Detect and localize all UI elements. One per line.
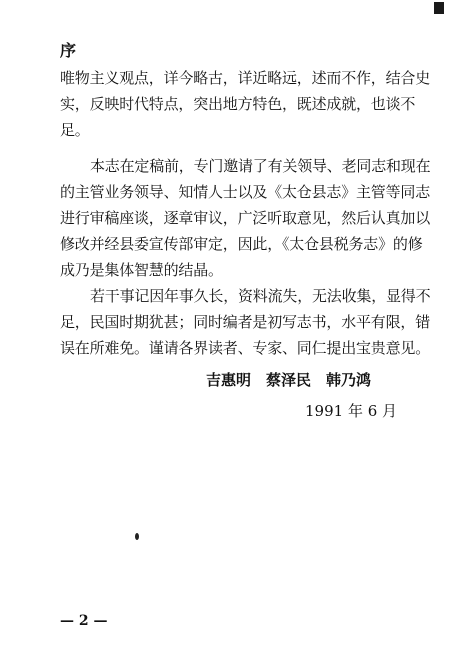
preface-body [60, 65, 431, 361]
page-number: — 2 — [60, 613, 108, 629]
scan-edge-mark [434, 2, 444, 14]
paragraph-1 [60, 65, 431, 143]
ink-speck [135, 533, 139, 540]
text-line: 的主管业务领导、知情人士以及《太仓县志》主管等同志 [60, 183, 431, 201]
text-line: 若干事记因年事久长，资料流失，无法收集，显得不 [90, 287, 431, 305]
text-line: 唯物主义观点，详今略古，详近略远，述而不作，结合史 [60, 69, 431, 87]
paragraph-2 [60, 153, 431, 283]
text-line: 本志在定稿前，专门邀请了有关领导、老同志和现在 [90, 157, 431, 175]
text-line: 足，民国时期犹甚；同时编者是初写志书，水平有限，错 [60, 313, 431, 331]
author-signatures: 吉惠明 蔡泽民 韩乃鸿 [206, 371, 372, 389]
text-line: 修改并经县委宣传部审定，因此，《太仓县税务志》的修 [60, 235, 423, 253]
text-line: 实，反映时代特点，突出地方特色，既述成就，也谈不 [60, 95, 416, 113]
text-line: 进行审稿座谈，逐章审议，广泛听取意见，然后认真加以 [60, 209, 431, 227]
text-line: 成乃是集体智慧的结晶。 [60, 261, 223, 279]
paragraph-3 [60, 283, 431, 361]
preface-heading: 序 [60, 41, 77, 60]
paragraph-gap [60, 143, 410, 153]
text-line: 足。 [60, 121, 90, 139]
publication-date: 1991 年 6 月 [305, 402, 398, 420]
text-line: 误在所难免。谨请各界读者、专家、同仁提出宝贵意见。 [60, 339, 431, 357]
